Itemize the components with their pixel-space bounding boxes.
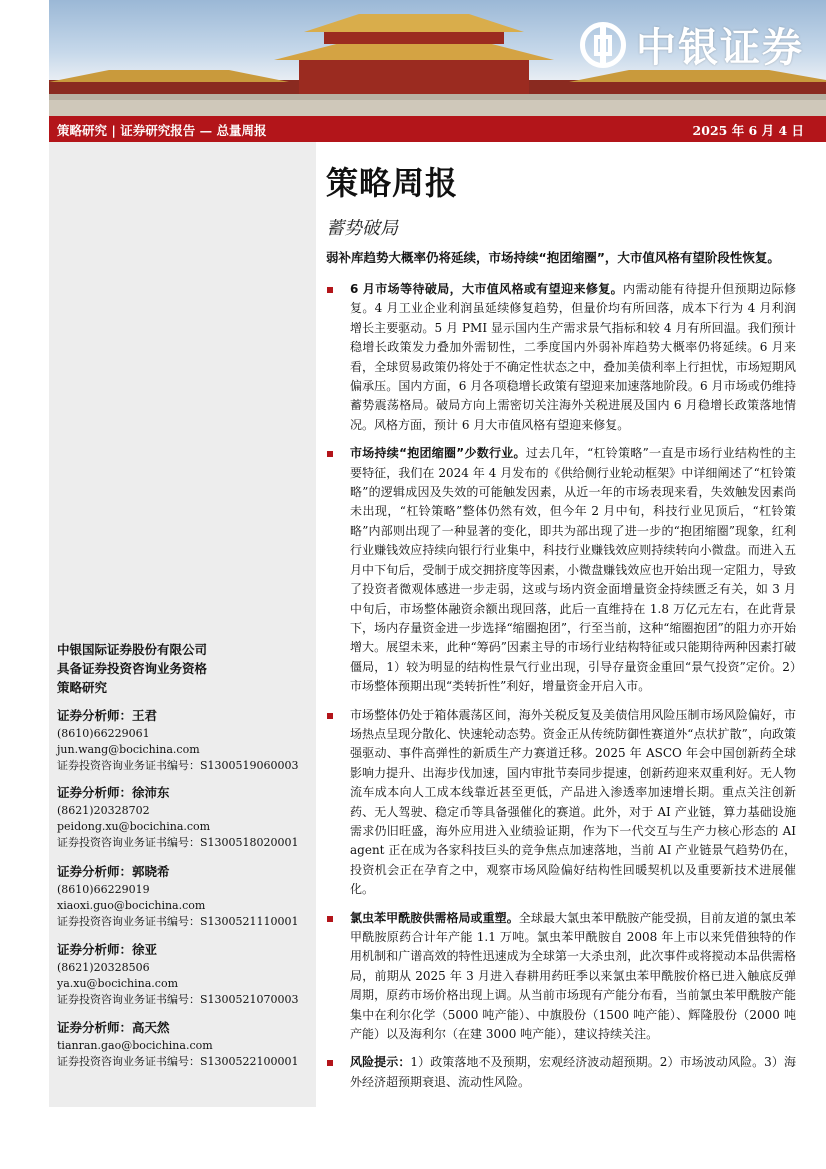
bullet-body: 过去几年，“杠铃策略”一直是市场行业结构性的主要特征，我们在 2024 年 4 月发布的《供给侧行业轮动框架》中详细阐述了“杠铃策略”的逻辑成因及失效的可能触发因素，从近一年的市场表现来看，失效触发因素尚未出现，“杠铃策略”整体仍然有效，但今年 2 月中旬，科技行业见顶后，“杠铃策略”内部则出现了一种显著的变化，即共为部出现了进一步的“抱团缩圈”现象，红利行业赚钱效应持续向银行行业集中，科技行业赚钱效应则持续转向小微盘。而进入五月中下旬后，受制于成交拥挤度等因素，小微盘赚钱效应也开始出现一定阻力，导致了投资者微观体感进一步走弱，这或与场内资金面增量资金持续匮乏有关，如 3 月中旬后，市场整体融资余额出现回落，此后一直维持在 1.8 万亿元左右，在此背景下，场内存量资金进一步选择“缩圈抱团”，行至当前，这种“缩圈抱团”的阻力亦开始增大。展望未来，此种“筹码”因素主导的市场行业结构特征或只能期待两种因素打破僵局，1）较为明显的结构性景气行业出现，引导存量资金重回“景气投资”定价。2）市场整体预期出现“类转折性”利好，增量资金开启入市。	[350, 446, 796, 694]
bullet-heading: 6 月市场等待破局，大市值风格或有望迎来修复。	[350, 282, 623, 296]
analyst-email[interactable]: peidong.xu@bocichina.com	[57, 820, 211, 833]
header-banner-image	[49, 0, 826, 116]
boc-securities-logo	[580, 16, 804, 73]
analyst-phone: (8610)66229061	[57, 727, 150, 740]
analyst-cert: 证券投资咨询业务证书编号：S1300518020001	[57, 836, 299, 849]
analyst-email[interactable]: tianran.gao@bocichina.com	[57, 1039, 213, 1052]
analyst-card	[57, 708, 299, 774]
analyst-name: 证券分析师：徐沛东	[57, 785, 170, 800]
list-item	[326, 909, 796, 1045]
firm-name: 中银国际证券股份有限公司	[57, 642, 208, 657]
analyst-email[interactable]: xiaoxi.guo@bocichina.com	[57, 899, 206, 912]
list-item	[326, 1053, 796, 1092]
analyst-cert: 证券投资咨询业务证书编号：S1300522100001	[57, 1055, 299, 1068]
analyst-phone: (8610)66229019	[57, 883, 150, 896]
list-item	[326, 280, 796, 435]
analyst-phone: (8621)20328506	[57, 961, 150, 974]
analyst-sidebar	[49, 142, 316, 1107]
research-section: 策略研究	[57, 680, 108, 695]
report-title: 策略周报	[326, 164, 459, 202]
analyst-cert: 证券投资咨询业务证书编号：S1300521110001	[57, 915, 299, 928]
bullet-heading: 氯虫苯甲酰胺供需格局或重塑。	[350, 910, 519, 925]
analyst-name: 证券分析师：王君	[57, 708, 158, 723]
analyst-name: 证券分析师：徐亚	[57, 942, 158, 957]
report-lead: 弱补库趋势大概率仍将延续，市场持续“抱团缩圈”，大市值风格有望阶段性恢复。	[326, 250, 780, 265]
logo-text: 中银证券	[636, 25, 804, 71]
analyst-name: 证券分析师：郭晓希	[57, 864, 170, 879]
report-main	[326, 158, 796, 1101]
bullet-heading: 市场持续“抱团缩圈”少数行业。	[350, 446, 526, 461]
breadcrumb: 策略研究 | 证券研究报告 — 总量周报	[57, 123, 267, 138]
analyst-phone: (8621)20328702	[57, 804, 150, 817]
category-bar	[49, 116, 826, 142]
analyst-cert: 证券投资咨询业务证书编号：S1300519060003	[57, 759, 299, 772]
analyst-email[interactable]: jun.wang@bocichina.com	[57, 743, 200, 756]
analyst-card	[57, 942, 299, 1008]
analyst-name: 证券分析师：高天然	[57, 1020, 170, 1035]
list-item	[326, 444, 796, 696]
bullet-body: 内需动能有待提升但预期边际修复。4 月工业企业利润虽延续修复趋势，但量价均有所回落，成本下行为 4 月利润增长主要驱动。5 月 PMI 显示国内生产需求景气指标和较 4 月有所回温。我们预计稳增长政策发力叠加外需韧性，二季度国内外弱补库趋势大概率仍将延续。6 月来看，全球贸易政策仍将处于不确定性状态之中，叠加美债利率上行担忧，市场短期风偏承压。国内方面，6 月各项稳增长政策有望迎来加速落地阶段。6 月市场或仍维持蓄势震荡格局。破局方向上需密切关注海外关税进展及国内 6 月稳增长政策落地情况。风格方面，预计 6 月大市值风格有望迎来修复。	[350, 282, 796, 432]
bullet-body: 全球最大氯虫苯甲酰胺产能受损，目前友道的氯虫苯甲酰胺原药合计年产能 1.1 万吨。氯虫苯甲酰胺自 2008 年上市以来凭借独特的作用机制和广谱高效的特性迅速成为全球第一大杀虫剂，此次事件或将搅动本品供需格局，前期从 2025 年 3 月进入春耕用药旺季以来氯虫苯甲酰胺价格已进入触底反弹周期，原药市场价格出现上调。从当前市场现有产能分布看，当前氯虫苯甲酰胺产能集中在利尔化学（5000 吨产能）、中旗股份（1500 吨产能）、辉隆股份（2000 吨产能）以及海利尔（在建 3000 吨产能），建议持续关注。	[350, 910, 796, 1042]
list-item	[326, 706, 796, 900]
analyst-card	[57, 1020, 299, 1070]
bullet-body: 市场整体仍处于箱体震荡区间，海外关税反复及美债信用风险压制市场风险偏好，市场热点呈现分散化、快速轮动态势。资金正从传统防御性赛道外“点状扩散”，向政策强驱动、事件高弹性的新质生产力赛道迁移。2025 年 ASCO 年会中国创新药全球影响力提升、出海步伐加速，国内审批节奏同步提速，创新药迎来双重利好。无人物流车成本向人工成本线靠近甚至更低，产品进入渗透率加速增长期。重点关注创新药、无人驾驶、稳定币等具备强催化的赛道。此外，对于 AI 产业链，算力基础设施需求仍旧旺盛，海外应用进入业绩验证期，作为下一代交互与生产力核心形态的 AI agent 正在成为各家科技巨头的竞争焦点加速落地，当前 AI 产业链景气趋势仍在，投资机会正在孕育之中，观察市场风险偏好结构性回暖契机以及重要新技术进展催化。	[350, 707, 796, 897]
analyst-card	[57, 785, 299, 851]
boc-logo-icon	[580, 22, 626, 68]
bullet-heading: 风险提示：	[350, 1055, 411, 1070]
key-points-list	[326, 280, 796, 1092]
bullet-body: 1）政策落地不及预期，宏观经济波动超预期。2）市场波动风险。3）海外经济超预期衰退、流动性风险。	[350, 1055, 796, 1089]
analyst-cert: 证券投资咨询业务证书编号：S1300521070003	[57, 993, 299, 1006]
firm-info	[57, 640, 207, 678]
report-subtitle: 蓄势破局	[326, 218, 398, 239]
analyst-card	[57, 864, 299, 930]
analyst-email[interactable]: ya.xu@bocichina.com	[57, 977, 179, 990]
report-date: 2025 年 6 月 4 日	[692, 123, 804, 138]
firm-qualification: 具备证券投资咨询业务资格	[57, 661, 208, 676]
